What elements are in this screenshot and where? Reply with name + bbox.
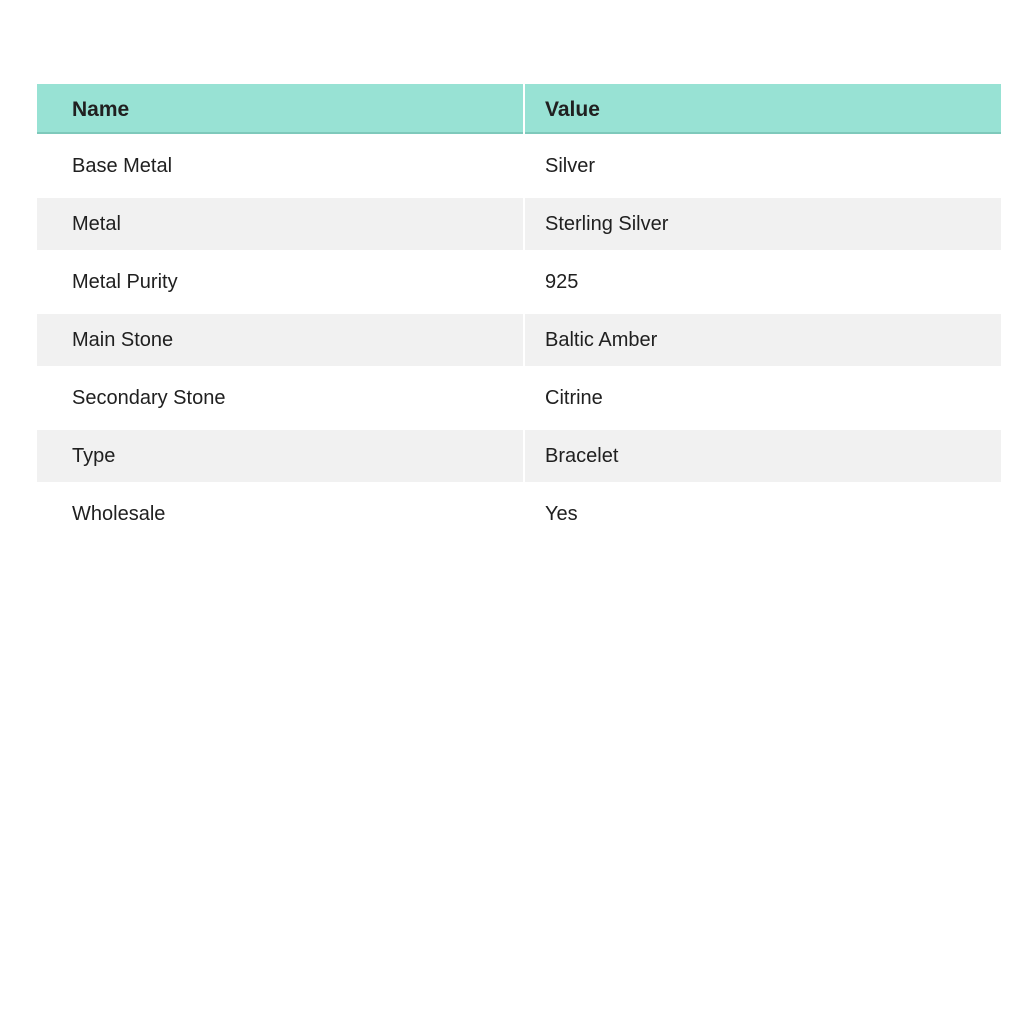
- table-row: [37, 311, 1001, 369]
- attribute-name-cell: Secondary Stone: [72, 387, 226, 409]
- table-row: [37, 195, 1001, 253]
- attribute-name-cell: Type: [37, 430, 523, 482]
- table-row: [37, 137, 1001, 195]
- attribute-value-cell: Bracelet: [525, 430, 1001, 482]
- header-cell-value: Value: [525, 84, 1001, 137]
- attribute-name-cell: Metal: [37, 198, 523, 250]
- attributes-table: [37, 84, 1001, 543]
- table-row: [37, 427, 1001, 485]
- table-row: [37, 369, 1001, 427]
- table-row: [37, 253, 1001, 311]
- attribute-value-cell: Yes: [545, 503, 578, 525]
- header-cell-name: Name: [37, 84, 523, 137]
- attribute-name-cell: Wholesale: [72, 503, 166, 525]
- attribute-value-cell: 925: [545, 271, 579, 293]
- table-row: [37, 485, 1001, 543]
- attribute-name-cell: Main Stone: [37, 314, 523, 366]
- attribute-name-cell: Metal Purity: [72, 271, 178, 293]
- attribute-value-cell: Citrine: [545, 387, 603, 409]
- attribute-value-cell: Baltic Amber: [525, 314, 1001, 366]
- attribute-value-cell: Sterling Silver: [525, 198, 1001, 250]
- attribute-value-cell: Silver: [545, 155, 596, 177]
- table-header-row: [37, 84, 1001, 137]
- attribute-name-cell: Base Metal: [72, 155, 173, 177]
